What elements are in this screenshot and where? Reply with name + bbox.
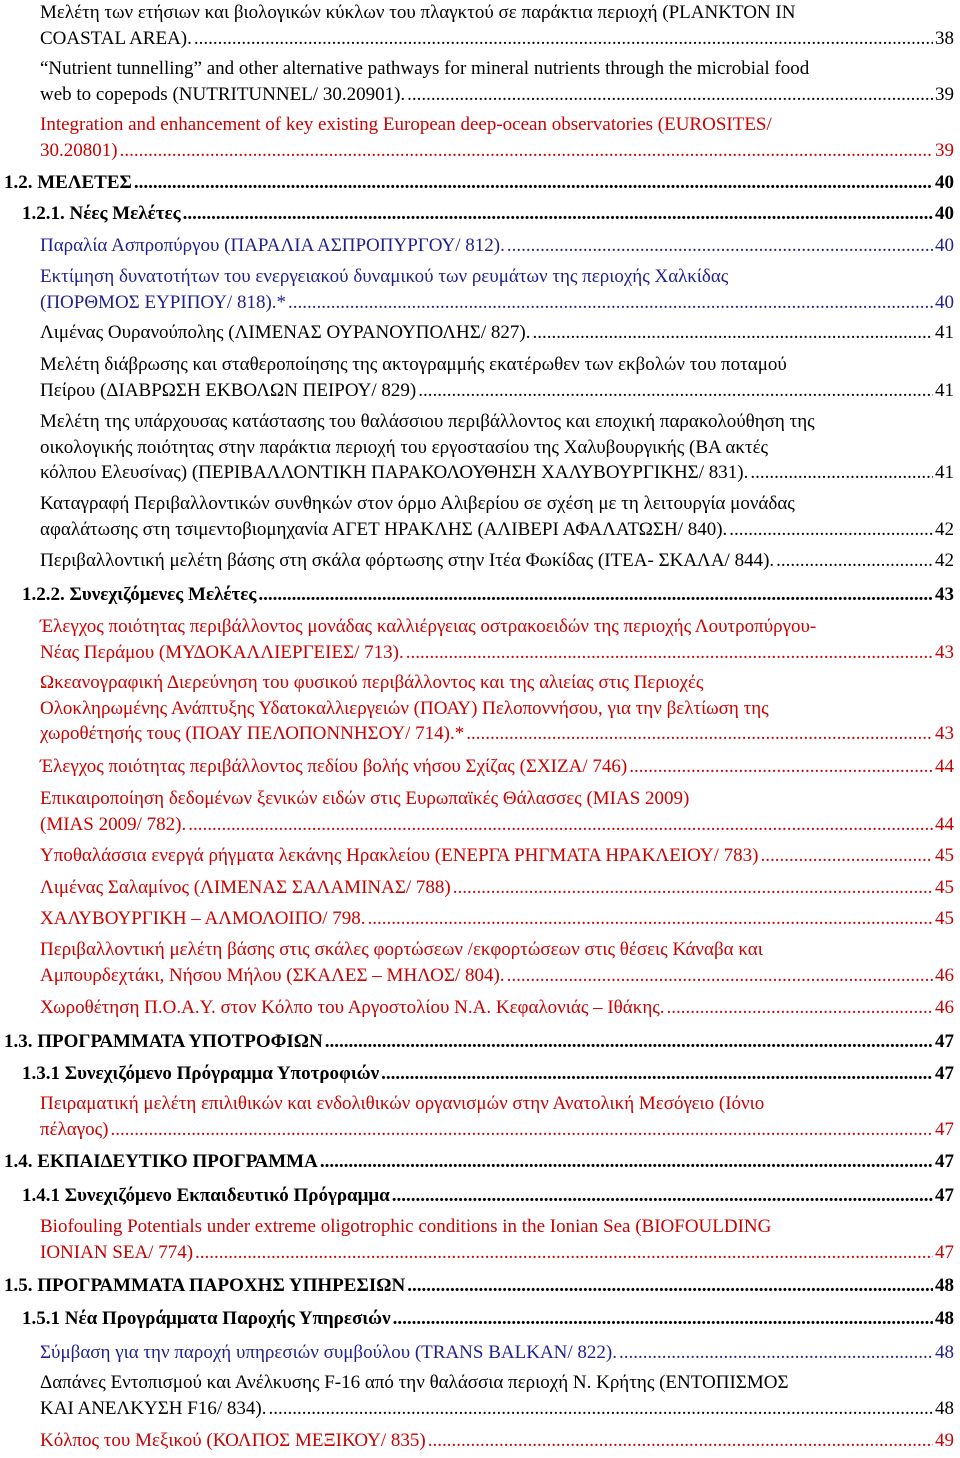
- page-number: 43: [935, 584, 954, 605]
- page-number: 40: [935, 291, 954, 313]
- toc-entry-line: [40, 264, 954, 290]
- toc-entry-title: 1.4.1 Συνεχιζόμενο Εκπαιδευτικό Πρόγραμμα: [22, 1185, 390, 1206]
- toc-entry-line: [4, 1029, 954, 1055]
- dot-leader: [111, 1117, 934, 1143]
- page-number: 47: [935, 1063, 954, 1084]
- dot-leader: [120, 138, 933, 164]
- toc-entry-title: πέλαγος): [40, 1118, 109, 1140]
- dot-leader: [393, 1306, 933, 1332]
- toc-entry-line: [40, 1340, 954, 1366]
- toc-entry-title: 30.20801): [40, 139, 118, 161]
- toc-entry[interactable]: [40, 112, 954, 163]
- toc-entry-title: ΚΑΙ ΑΝΕΛΚΥΣΗ F16/ 834).: [40, 1397, 267, 1419]
- toc-entry[interactable]: [40, 906, 954, 932]
- toc-entry-line: [40, 812, 954, 838]
- toc-entry-line: [22, 1306, 954, 1332]
- toc-entry[interactable]: [40, 1370, 954, 1421]
- toc-entry-line: [40, 138, 954, 164]
- page-number: 45: [935, 877, 954, 898]
- page-number: 48: [935, 1275, 954, 1296]
- toc-entry-line: [40, 517, 954, 543]
- dot-leader: [406, 640, 933, 666]
- toc-entry[interactable]: [40, 1214, 954, 1265]
- toc-entry-title: Μελέτη των ετήσιων και βιολογικών κύκλων του πλαγκτού σε παράκτια περιοχή (PLANKTON IN: [40, 2, 796, 23]
- toc-entry-line: [40, 1428, 954, 1454]
- toc-entry-title: Αμπουρδεχτάκι, Νήσου Μήλου (ΣΚΑΛΕΣ – ΜΗΛΟΣ/ 804).: [40, 964, 505, 986]
- toc-entry-line: [40, 112, 954, 138]
- toc-entry-line: [40, 786, 954, 812]
- toc-entry-title: 1.3.1 Συνεχιζόμενο Πρόγραμμα Υποτροφιών: [22, 1063, 380, 1084]
- dot-leader: [183, 201, 933, 227]
- toc-entry-title: (MIAS 2009/ 782).: [40, 813, 187, 835]
- toc-entry[interactable]: [22, 1183, 954, 1209]
- toc-entry-line: [40, 937, 954, 963]
- toc-entry[interactable]: [40, 233, 954, 259]
- page-number: 44: [935, 756, 954, 777]
- toc-entry-title: Χωροθέτηση Π.Ο.Α.Υ. στον Κόλπο του Αργοστολίου Ν.Α. Κεφαλονιάς – Ιθάκης.: [40, 997, 665, 1018]
- dot-leader: [750, 460, 933, 486]
- toc-entry-line: [40, 56, 954, 82]
- dot-leader: [325, 1029, 933, 1055]
- toc-entry[interactable]: [40, 614, 954, 665]
- toc-entry-line: [40, 1214, 954, 1240]
- toc-entry[interactable]: [40, 995, 954, 1021]
- page-number: 40: [935, 235, 954, 256]
- toc-entry[interactable]: [4, 1029, 954, 1055]
- toc-entry-line: [40, 640, 954, 666]
- toc-entry-line: [40, 614, 954, 640]
- toc-entry-line: [40, 754, 954, 780]
- toc-entry-line: [40, 1117, 954, 1143]
- dot-leader: [760, 843, 933, 869]
- page-number: 41: [935, 462, 954, 483]
- toc-entry[interactable]: [40, 264, 954, 315]
- toc-entry[interactable]: [40, 875, 954, 901]
- toc-entry[interactable]: [22, 1061, 954, 1087]
- toc-entry-line: [40, 670, 954, 696]
- toc-entry[interactable]: [40, 1428, 954, 1454]
- toc-entry[interactable]: [40, 0, 954, 51]
- toc-entry-line: [40, 320, 954, 346]
- toc-entry-title: Έλεγχος ποιότητας περιβάλλοντος πεδίου βολής νήσου Σχίζας (ΣΧΙΖΑ/ 746): [40, 756, 628, 777]
- toc-entry[interactable]: [40, 786, 954, 837]
- dot-leader: [453, 875, 933, 901]
- toc-entry-title: COASTAL AREA).: [40, 27, 192, 49]
- toc-entry-line: [40, 875, 954, 901]
- page-number: 45: [935, 908, 954, 929]
- toc-entry-line: [40, 378, 954, 404]
- toc-entry-line: [40, 491, 954, 517]
- dot-leader: [195, 1240, 933, 1266]
- toc-entry-line: [40, 906, 954, 932]
- page-number: 45: [935, 845, 954, 866]
- toc-entry-line: [4, 1273, 954, 1299]
- dot-leader: [667, 995, 933, 1021]
- toc-entry-title: Έλεγχος ποιότητας περιβάλλοντος μονάδας καλλιέργειας οστρακοειδών της περιοχής Λουτροπύργου-: [40, 616, 817, 637]
- page-number: 46: [935, 997, 954, 1018]
- toc-entry-line: [40, 1370, 954, 1396]
- toc-entry-line: [40, 460, 954, 486]
- toc-entry-line: [40, 548, 954, 574]
- dot-leader: [407, 82, 933, 108]
- dot-leader: [320, 1149, 933, 1175]
- toc-entry-line: [40, 843, 954, 869]
- toc-entry-title: Εκτίμηση δυνατοτήτων του ενεργειακού δυναμικού των ρευμάτων της περιοχής Χαλκίδας: [40, 266, 729, 287]
- toc-entry-title: Καταγραφή Περιβαλλοντικών συνθηκών στον όρμο Αλιβερίου σε σχέση με τη λειτουργία μονάδας: [40, 493, 795, 514]
- toc-entry[interactable]: [40, 1340, 954, 1366]
- toc-entry[interactable]: [40, 1091, 954, 1142]
- toc-entry-title: 1.2.1. Νέες Μελέτες: [22, 203, 181, 224]
- toc-entry-title: Λιμένας Ουρανούπολης (ΛΙΜΕΝΑΣ ΟΥΡΑΝΟΥΠΟΛΗΣ/ 827).: [40, 322, 531, 343]
- toc-entry[interactable]: [40, 409, 954, 486]
- page-number: 40: [935, 203, 954, 224]
- dot-leader: [729, 517, 933, 543]
- toc-entry-title: Σύμβαση για την παροχή υπηρεσιών συμβούλου (TRANS BALKAN/ 822).: [40, 1342, 617, 1363]
- toc-entry-line: [40, 995, 954, 1021]
- dot-leader: [367, 906, 933, 932]
- toc-entry-line: [4, 1149, 954, 1175]
- toc-entry-title: χωροθέτησής τους (ΠΟΑΥ ΠΕΛΟΠΟΝΝΗΣΟΥ/ 714).*: [40, 723, 465, 744]
- dot-leader: [134, 170, 933, 196]
- toc-entry[interactable]: [40, 56, 954, 107]
- toc-entry-title: 1.2. ΜΕΛΕΤΕΣ: [4, 172, 132, 193]
- dot-leader: [507, 963, 933, 989]
- dot-leader: [392, 1183, 933, 1209]
- page-number: 42: [935, 518, 954, 540]
- toc-entry-line: [40, 963, 954, 989]
- toc-entry[interactable]: [40, 754, 954, 780]
- toc-entry-title: Ωκεανογραφική Διερεύνηση του φυσικού περιβάλλοντος και της αλιείας στις Περιοχές: [40, 672, 704, 693]
- toc-entry-title: (ΠΟΡΘΜΟΣ ΕΥΡΙΠΟΥ/ 818).*: [40, 291, 287, 313]
- dot-leader: [428, 1428, 933, 1454]
- dot-leader: [619, 1340, 933, 1366]
- toc-entry-title: Integration and enhancement of key existing European deep-ocean observatories (EUROSITES/: [40, 114, 772, 135]
- toc-entry-title: Λιμένας Σαλαμίνος (ΛΙΜΕΝΑΣ ΣΑΛΑΜΙΝΑΣ/ 788): [40, 877, 451, 898]
- toc-entry-line: [22, 582, 954, 608]
- page-number: 47: [935, 1241, 954, 1263]
- toc-entry-title: web to copepods (NUTRITUNNEL/ 30.20901).: [40, 83, 406, 105]
- page-number: 47: [935, 1031, 954, 1052]
- toc-entry-line: [40, 1091, 954, 1117]
- toc-entry[interactable]: [40, 352, 954, 403]
- toc-entry[interactable]: [22, 1306, 954, 1332]
- page-number: 43: [935, 723, 954, 744]
- toc-entry-title: 1.2.2. Συνεχιζόμενες Μελέτες: [22, 584, 257, 605]
- toc-entry-title: 1.3. ΠΡΟΓΡΑΜΜΑΤΑ ΥΠΟΤΡΟΦΙΩΝ: [4, 1031, 323, 1052]
- dot-leader: [776, 548, 933, 574]
- toc-entry-line: [4, 170, 954, 196]
- page-number: 48: [935, 1342, 954, 1363]
- toc-entry-line: [40, 0, 954, 26]
- toc-entry-title: ΧΑΛΥΒΟΥΡΓΙΚΗ – ΑΛΜΟΛΟΙΠΟ/ 798.: [40, 908, 366, 929]
- page-number: 47: [935, 1185, 954, 1206]
- toc-entry-title: Κόλπος του Μεξικού (ΚΟΛΠΟΣ ΜΕΞΙΚΟΥ/ 835): [40, 1430, 426, 1451]
- toc-entry[interactable]: [22, 582, 954, 608]
- page-number: 41: [935, 322, 954, 343]
- dot-leader: [407, 1273, 933, 1299]
- toc-entry-title: IONIAN SEA/ 774): [40, 1241, 194, 1263]
- toc-entry-title: Πειραματική μελέτη επιλιθικών και ενδολιθικών οργανισμών στην Ανατολική Μεσόγειο (Ιόνιο: [40, 1093, 765, 1114]
- toc-entry[interactable]: [4, 1149, 954, 1175]
- page-number: 49: [935, 1430, 954, 1451]
- toc-entry-line: [40, 435, 954, 461]
- toc-entry[interactable]: [40, 843, 954, 869]
- toc-entry[interactable]: [40, 320, 954, 346]
- page-number: 40: [935, 172, 954, 193]
- page-number: 42: [935, 550, 954, 571]
- toc-entry-line: [22, 1061, 954, 1087]
- page-number: 44: [935, 813, 954, 835]
- page-number: 48: [935, 1308, 954, 1329]
- toc-entry-line: [40, 26, 954, 52]
- toc-entry[interactable]: [40, 670, 954, 747]
- toc-entry-title: Μελέτη της υπάρχουσας κατάστασης του θαλάσσιου περιβάλλοντος και εποχική παρακολούθηση της: [40, 411, 815, 432]
- toc-entry-title: 1.5.1 Νέα Προγράμματα Παροχής Υπηρεσιών: [22, 1308, 391, 1329]
- dot-leader: [194, 26, 933, 52]
- page-number: 38: [935, 27, 954, 49]
- dot-leader: [466, 721, 933, 747]
- page-number: 41: [935, 379, 954, 401]
- toc-entry-title: Παραλία Ασπροπύργου (ΠΑΡΑΛΙΑ ΑΣΠΡΟΠΥΡΓΟΥ/ 812).: [40, 235, 505, 256]
- toc-entry-title: οικολογικής ποιότητας στην παράκτια περιοχή του εργοστασίου της Χαλυβουργικής (ΒΑ ακτές: [40, 436, 769, 458]
- toc-entry-title: Νέας Περάμου (ΜΥΔΟΚΑΛΛΙΕΡΓΕΙΕΣ/ 713).: [40, 641, 404, 663]
- toc-entry-line: [40, 352, 954, 378]
- page-number: 39: [935, 139, 954, 161]
- toc-entry-title: Μελέτη διάβρωσης και σταθεροποίησης της ακτογραμμής εκατέρωθεν των εκβολών του ποταμού: [40, 354, 787, 375]
- toc-entry-title: Δαπάνες Εντοπισμού και Ανέλκυσης F-16 από την θαλάσσια περιοχή Ν. Κρήτης (ΕΝΤΟΠΙΣΜΟΣ: [40, 1372, 789, 1393]
- toc-entry-title: 1.5. ΠΡΟΓΡΑΜΜΑΤΑ ΠΑΡΟΧΗΣ ΥΠΗΡΕΣΙΩΝ: [4, 1275, 406, 1296]
- dot-leader: [268, 1396, 933, 1422]
- toc-entry-title: Ολοκληρωμένης Ανάπτυξης Υδατοκαλλιεργειών (ΠΟΑΥ) Πελοποννήσου, για την βελτίωση της: [40, 697, 769, 719]
- toc-entry[interactable]: [4, 170, 954, 196]
- page-number: 48: [935, 1397, 954, 1419]
- toc-entry-line: [40, 82, 954, 108]
- toc-entry-line: [40, 1396, 954, 1422]
- toc-entry-title: Επικαιροποίηση δεδομένων ξενικών ειδών στις Ευρωπαϊκές Θάλασσες (MIAS 2009): [40, 788, 690, 809]
- toc-entry-line: [22, 201, 954, 227]
- toc-entry-title: Περιβαλλοντική μελέτη βάσης στις σκάλες φορτώσεων /εκφορτώσεων στις θέσεις Κάναβα και: [40, 939, 763, 960]
- toc-entry-title: αφαλάτωσης στη τσιμεντοβιομηχανία ΑΓΕΤ ΗΡΑΚΛΗΣ (ΑΛΙΒΕΡΙ ΑΦΑΛΑΤΩΣΗ/ 840).: [40, 518, 728, 540]
- page-number: 43: [935, 641, 954, 663]
- dot-leader: [381, 1061, 933, 1087]
- toc-entry[interactable]: [4, 1273, 954, 1299]
- page-number: 46: [935, 964, 954, 986]
- dot-leader: [507, 233, 933, 259]
- dot-leader: [258, 582, 933, 608]
- toc-entry-title: Υποθαλάσσια ενεργά ρήγματα λεκάνης Ηρακλείου (ΕΝΕΡΓΑ ΡΗΓΜΑΤΑ ΗΡΑΚΛΕΙΟΥ/ 783): [40, 845, 759, 866]
- toc-entry[interactable]: [40, 491, 954, 542]
- toc-entry-line: [40, 409, 954, 435]
- page-number: 39: [935, 83, 954, 105]
- dot-leader: [532, 320, 933, 346]
- toc-entry-line: [40, 1240, 954, 1266]
- page-number: 47: [935, 1151, 954, 1172]
- toc-entry-title: Περιβαλλοντική μελέτη βάσης στη σκάλα φόρτωσης στην Ιτέα Φωκίδας (ΙΤΕΑ- ΣΚΑΛΑ/ 844).: [40, 550, 775, 571]
- toc-entry-title: Πείρου (ΔΙΑΒΡΩΣΗ ΕΚΒΟΛΩΝ ΠΕΙΡΟΥ/ 829): [40, 379, 417, 401]
- toc-entry[interactable]: [40, 937, 954, 988]
- toc-entry-title: κόλπου Ελευσίνας) (ΠΕΡΙΒΑΛΛΟΝΤΙΚΗ ΠΑΡΑΚΟΛΟΥΘΗΣΗ ΧΑΛΥΒΟΥΡΓΙΚΗΣ/ 831).: [40, 462, 749, 483]
- toc-entry-line: [40, 233, 954, 259]
- page-number: 47: [935, 1118, 954, 1140]
- toc-entry-line: [40, 721, 954, 747]
- dot-leader: [418, 378, 933, 404]
- dot-leader: [188, 812, 933, 838]
- toc-entry-title: Biofouling Potentials under extreme oligotrophic conditions in the Ionian Sea (BIOFOULDING: [40, 1216, 772, 1237]
- toc-entry-line: [40, 290, 954, 316]
- toc-entry-title: 1.4. ΕΚΠΑΙΔΕΥΤΙΚΟ ΠΡΟΓΡΑΜΜΑ: [4, 1151, 318, 1172]
- toc-entry-line: [22, 1183, 954, 1209]
- dot-leader: [629, 754, 933, 780]
- toc-entry-title: “Nutrient tunnelling” and other alternative pathways for mineral nutrients through the microbial food: [40, 58, 810, 79]
- toc-entry[interactable]: [22, 201, 954, 227]
- toc-entry[interactable]: [40, 548, 954, 574]
- dot-leader: [288, 290, 933, 316]
- toc-entry-line: [40, 696, 954, 722]
